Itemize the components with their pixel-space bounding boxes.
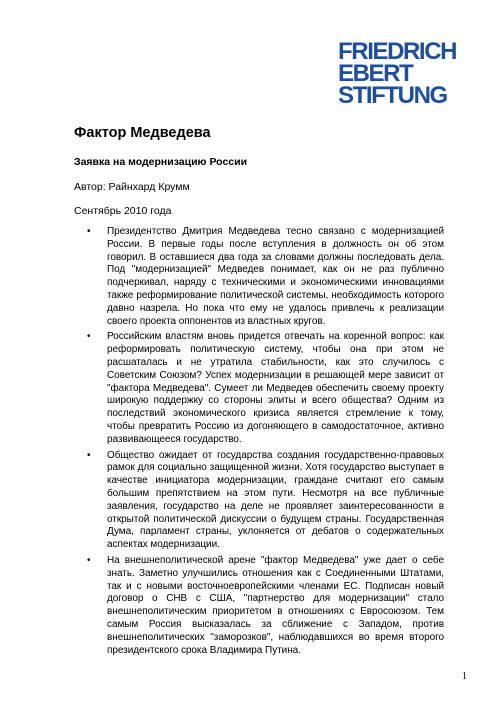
document-date: Сентябрь 2010 года	[74, 205, 172, 217]
bullet-icon: •	[87, 226, 91, 237]
bullet-item	[74, 555, 444, 657]
summary-bullet-list	[74, 226, 444, 660]
bullet-text: Президентство Дмитрия Медведева тесно связано с модернизацией России. В первые годы после вступления в должность он об этом говорил. В оставшиеся два года за словами должны последовать дела. Под "модернизацией" Медведев понимает, как он не раз публично подчеркивал, наряду с техническими и экономическими инновациями также реформирование политической системы, необходимость которого давно назрела. Но пока что ему не удалось привлечь к реализации своего проекта оппонентов из властных кругов.	[107, 226, 444, 327]
document-subtitle: Заявка на модернизацию России	[74, 156, 248, 168]
logo-line-1: FRIEDRICH	[338, 38, 457, 65]
document-author: Автор: Райнхард Крумм	[74, 181, 190, 193]
page-number: 1	[462, 671, 467, 682]
bullet-item	[74, 331, 444, 446]
friedrich-ebert-stiftung-logo	[338, 38, 478, 109]
bullet-icon: •	[87, 554, 91, 566]
document-title: Фактор Медведева	[74, 125, 211, 141]
logo-line-3: STIFTUNG	[338, 82, 447, 109]
bullet-icon: •	[87, 331, 91, 343]
bullet-item	[74, 450, 444, 552]
bullet-text: На внешнеполитической арене "фактор Медведева" уже дает о себе знать. Заметно улучшились отношения как с Соединенными Штатами, так и с новыми восточноевропейскими членами ЕС. Подписан новый договор о СНВ с США, "партнерство для модернизации" стало внешнеполитическим приоритетом в отношениях с Евросоюзом. Тем самым Россия высказалась за сближение с Западом, против внешнеполитических "заморозков", наблюдавшихся во время второго президентского срока Владимира Путина.	[107, 554, 444, 656]
logo-line-2: EBERT	[338, 60, 413, 87]
bullet-text: Общество ожидает от государства создания государственно-правовых рамок для социально защищенной жизни. Хотя государство выступает в качестве инициатора модернизации, граждане считают его самым большим препятствием на этом пути. Несмотря на все публичные заявления, государство на деле не проявляет заинтересованности в открытой политической дискуссии о будущем страны. Государственная Дума, парламент страны, уклоняется от дебатов о содержательных аспектах модернизации.	[107, 449, 444, 551]
bullet-icon: •	[87, 449, 91, 461]
bullet-text: Российским властям вновь придется отвечать на коренной вопрос: как реформировать политическую систему, чтобы она при этом не расшаталась и не утратила стабильности, как это случилось с Советским Союзом? Успех модернизации в решающей мере зависит от "фактора Медведева". Сумеет ли Медведев обеспечить своему проекту широкую поддержку со стороны элиты и всего общества? Одним из последствий экономического кризиса является стремление к тому, чтобы превратить Россию из догоняющего в самодостаточное, активно развивающееся государство.	[107, 331, 444, 445]
bullet-item	[74, 226, 444, 328]
